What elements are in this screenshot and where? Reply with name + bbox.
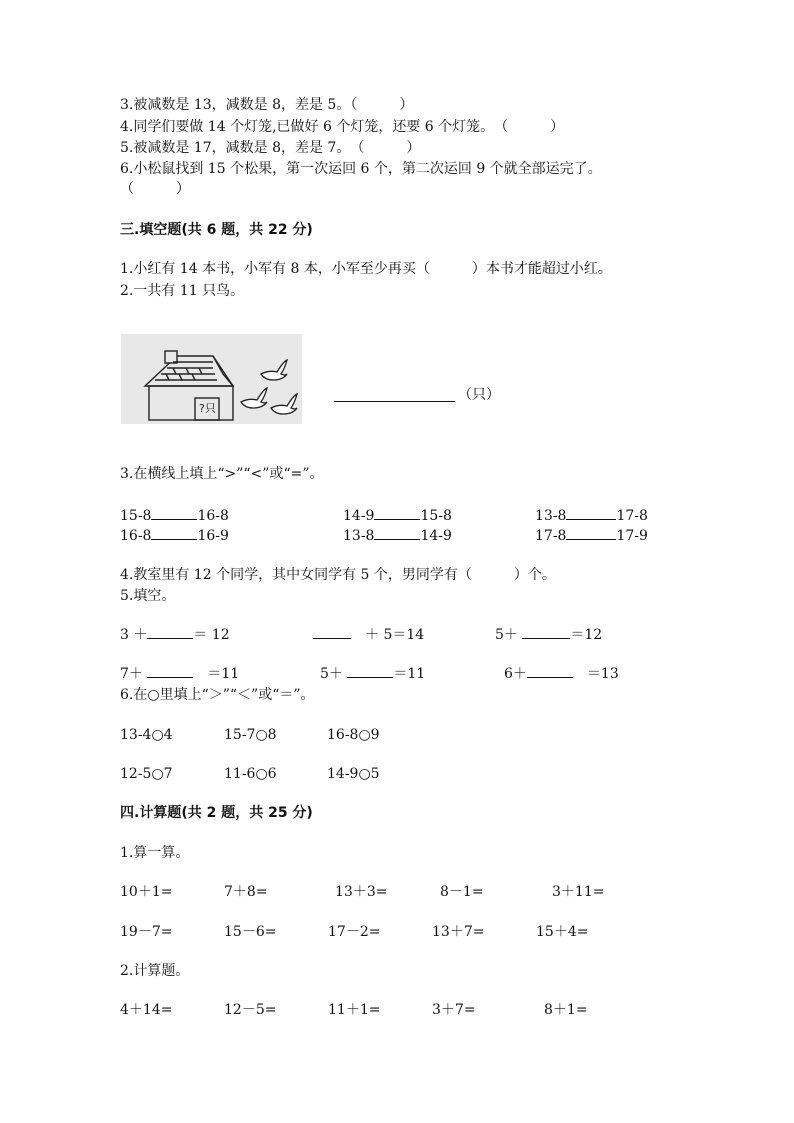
compare-item: 15-8 16-8 [120,508,229,524]
house-and-birds-picture [121,334,302,424]
question-2-4: 4.同学们要做 14 个灯笼,已做好 6 个灯笼，还要 6 个灯笼。 （ ） [120,119,565,135]
calc-item: 7＋8= [224,884,268,900]
answer-line [334,401,455,402]
circle-item: 14-9○5 [327,766,380,782]
question-3-1: 1.小红有 14 本书，小军有 8 本，小军至少再买（ ）本书才能超过小红。 [120,261,612,277]
section-3-heading: 三.填空题(共 6 题，共 22 分) [120,222,313,238]
calc-item: 3＋7= [432,1002,476,1018]
compare-item: 13-8 14-9 [343,528,452,544]
calc-item: 17－2= [328,924,381,940]
compare-item: 16-8 16-9 [120,528,229,544]
compare-item: 17-8 17-9 [535,528,648,544]
fill-item: 6＋ ＝13 [504,666,619,682]
section-4-heading: 四.计算题(共 2 题，共 25 分) [120,805,313,821]
question-3-4: 4.教室里有 12 个同学，其中女同学有 5 个，男同学有（ ）个。 [120,567,556,583]
fill-row [0,626,794,646]
unit-label: （只） [458,387,500,403]
circle-item: 15-7○8 [224,727,277,743]
circle-row [0,765,794,785]
calc-row [0,883,794,903]
calc-item: 8－1= [440,884,484,900]
question-3-2: 2.一共有 11 只鸟。 [120,283,245,299]
question-4-1: 1.算一算。 [120,845,190,861]
fill-item: ＋ 5＝14 [313,626,424,644]
calc-item: 4＋14= [120,1002,173,1018]
question-2-6-answer: （ ） [120,181,190,197]
circle-item: 12-5○7 [120,766,173,782]
compare-item: 14-9 15-8 [343,508,452,524]
calc-item: 13＋3= [335,884,388,900]
question-3-3: 3.在横线上填上“>”“<”或“=”。 [120,466,324,482]
fill-item: 5＋ ＝12 [495,627,603,643]
circle-item: 11-6○6 [224,766,277,782]
question-3-6: 6.在○里填上“＞”“＜”或“＝”。 [120,687,315,703]
question-2-3: 3.被减数是 13，减数是 8，差是 5。（ ） [120,97,414,113]
fill-item: 7＋ ＝11 [120,666,240,682]
compare-row [0,507,794,527]
question-3-5: 5.填空。 [120,588,176,604]
fill-row [0,665,794,685]
compare-item: 13-8 17-8 [535,508,648,524]
calc-item: 12－5= [224,1002,277,1018]
calc-item: 11＋1= [328,1002,381,1018]
question-2-5: 5.被减数是 17，减数是 8，差是 7。 （ ） [120,140,421,156]
calc-item: 10＋1= [120,884,173,900]
calc-item: 8＋1= [544,1002,588,1018]
fill-item: 3 ＋ ＝ 12 [120,627,230,643]
calc-item: 15－6= [224,924,277,940]
circle-item: 13-4○4 [120,727,173,743]
calc-item: 13＋7= [432,924,485,940]
calc-item: 19－7= [120,924,173,940]
question-4-2: 2.计算题。 [120,963,190,979]
calc-item: 15＋4= [536,924,589,940]
compare-row [0,527,794,547]
svg-text:?只: ?只 [199,402,216,415]
circle-item: 16-8○9 [327,727,380,743]
circle-row [0,726,794,746]
fill-item: 5＋ ＝11 [320,666,426,682]
calc-row [0,923,794,943]
calc-row [0,1001,794,1021]
calc-item: 3＋11= [552,884,605,900]
question-2-6: 6.小松鼠找到 15 个松果，第一次运回 6 个，第二次运回 9 个就全部运完了。 [120,161,602,177]
